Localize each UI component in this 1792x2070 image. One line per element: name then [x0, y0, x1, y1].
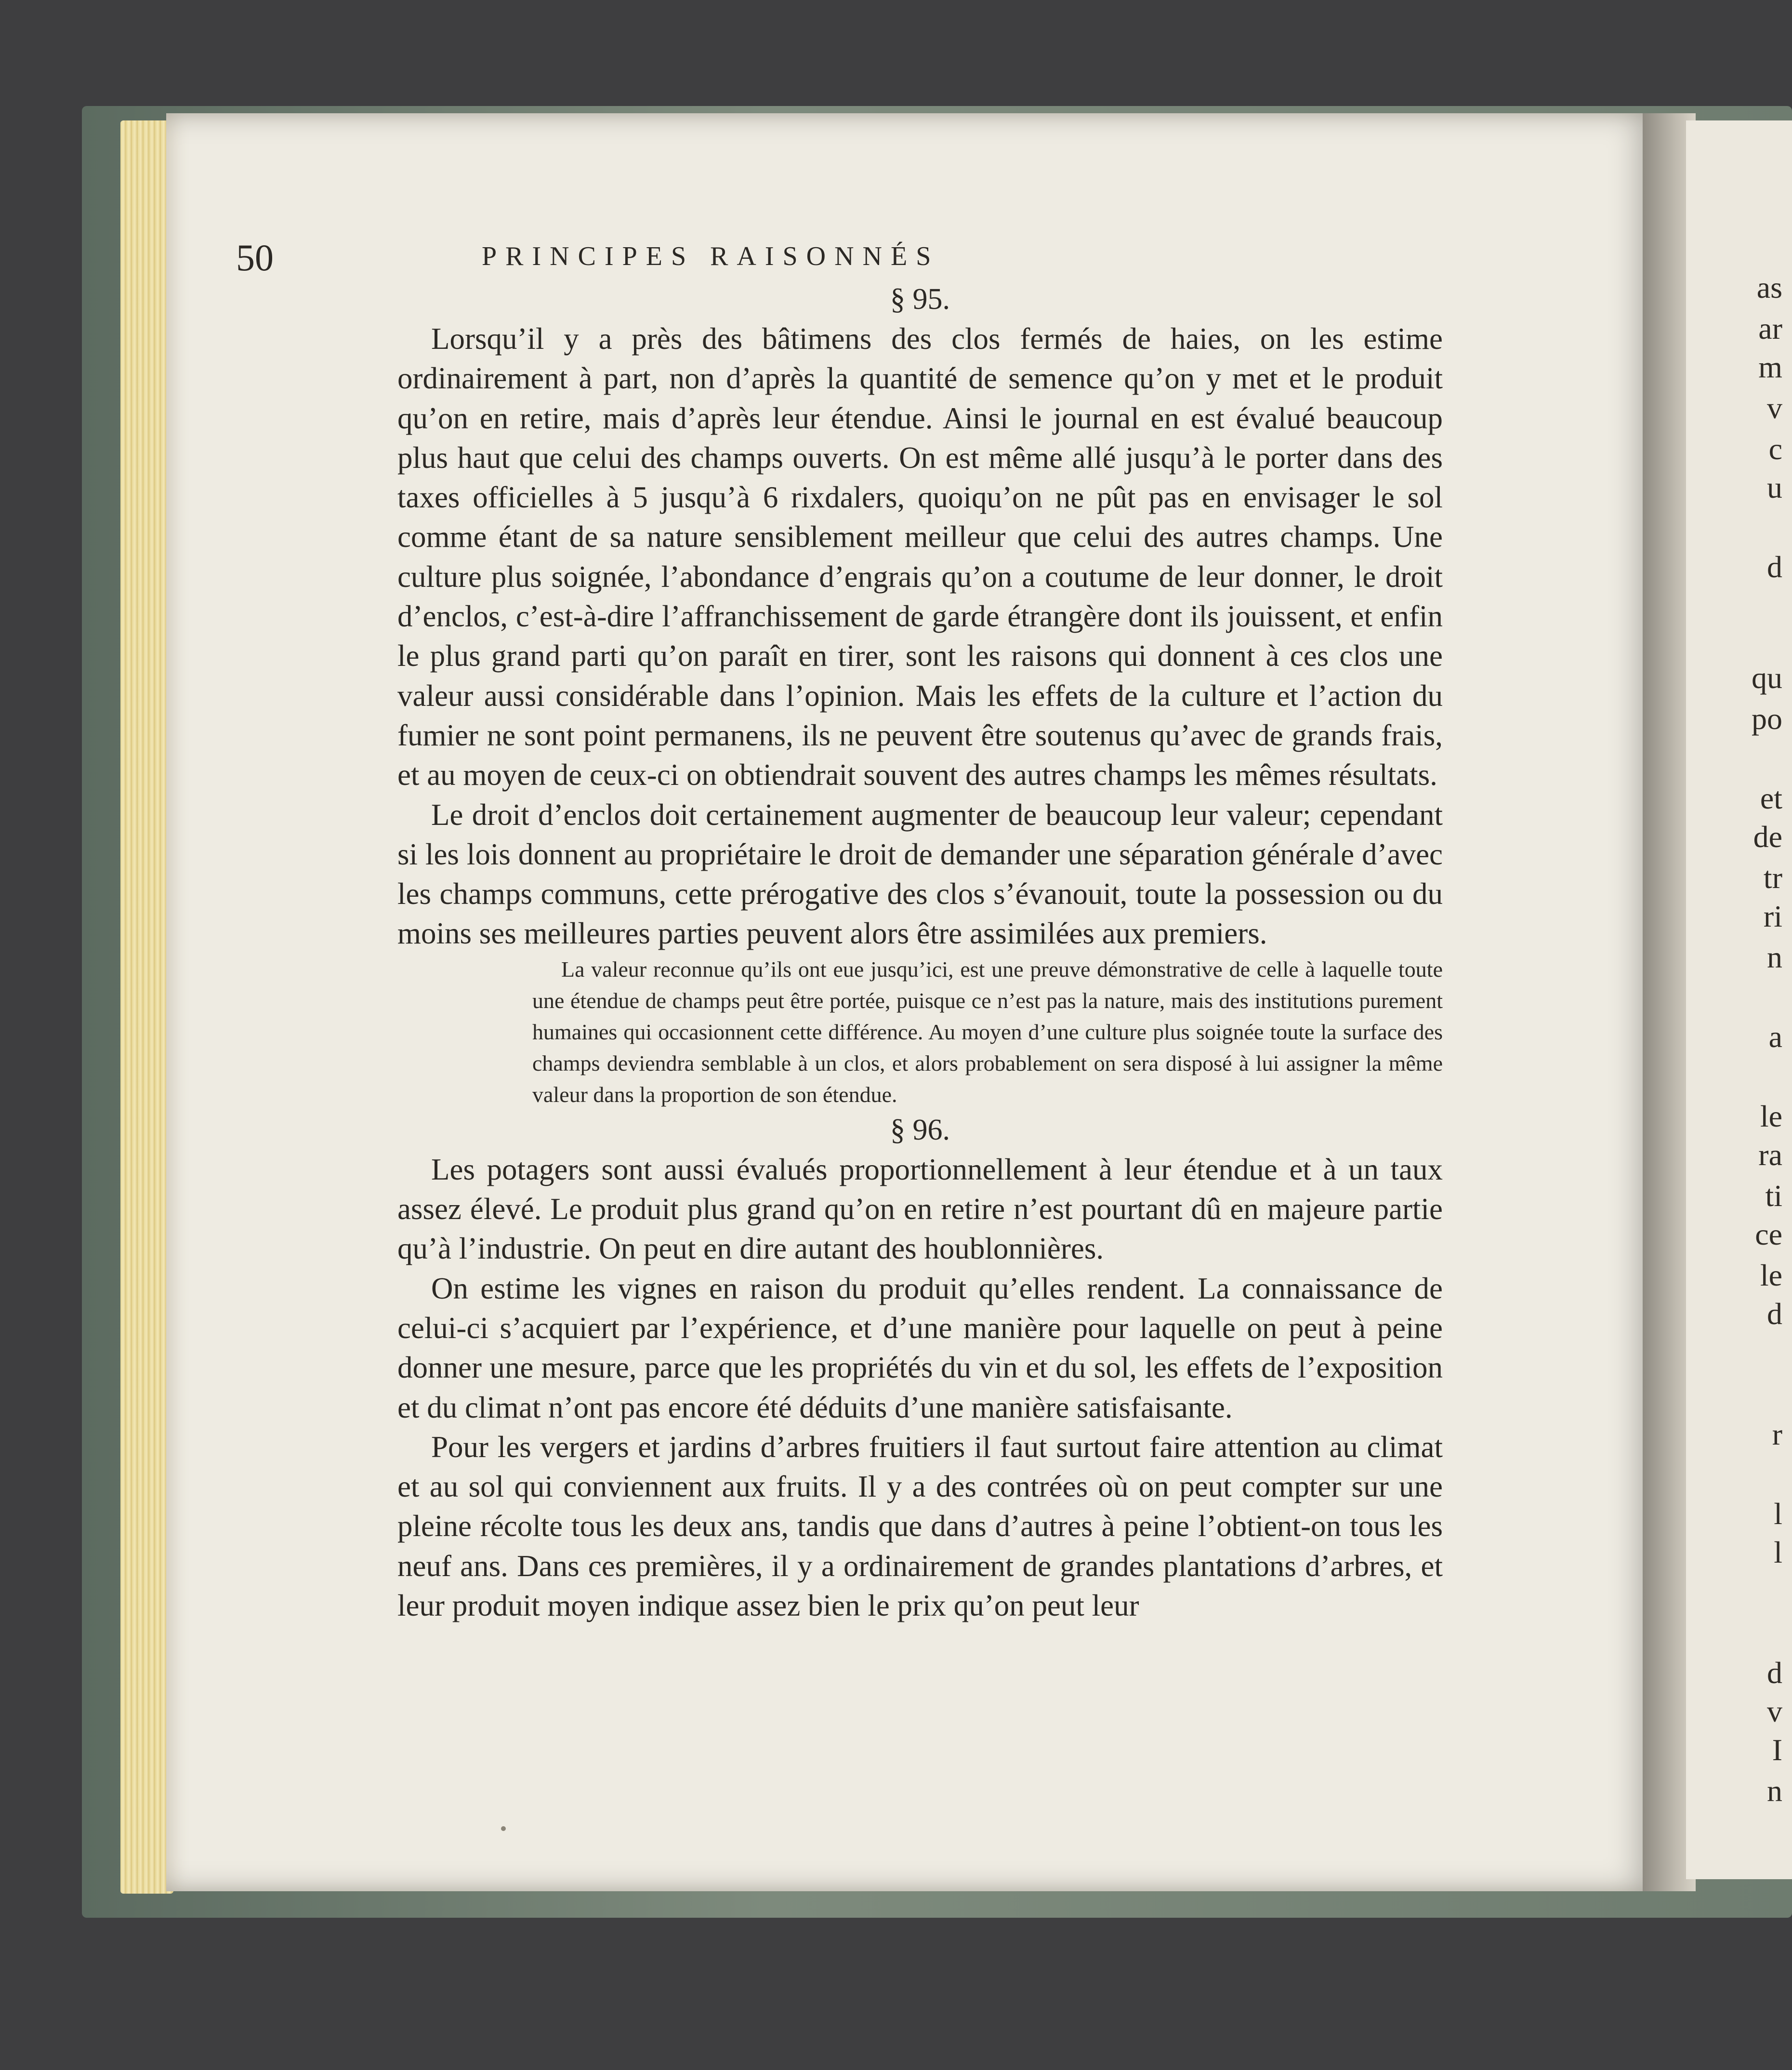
facing-page-fragment: v	[1767, 1694, 1782, 1728]
facing-page-fragment: d	[1767, 1656, 1782, 1690]
facing-page-fragment: d	[1767, 1297, 1782, 1331]
facing-page-fragment: u	[1767, 470, 1782, 504]
paragraph: Pour les vergers et jardins d’arbres fruitiers il faut surtout faire attention au climat et au sol qui conviennent aux fruits. Il y a des contrées où on peut compter sur une pleine récolte tous les deux ans, tandis que dans d’autres à peine l’obtient-on tous les neuf ans. Dans ces premières, il y a ordinairement de grandes plantations d’arbres, et leur produit moyen indique assez bien le prix qu’on peut leur	[397, 1430, 1443, 1623]
paragraph: Le droit d’enclos doit certainement augmenter de beaucoup leur valeur; cependant si les lois donnent au propriétaire le droit de demander une séparation générale d’avec les champs communs, cette prérogative des clos s’évanouit, toute la possession ou du moins ses meilleures parties peuvent alors être assimilées aux premiers.	[397, 797, 1443, 951]
facing-page-fragment: l	[1774, 1497, 1782, 1531]
facing-page-fragment: I	[1772, 1733, 1782, 1767]
facing-page-fragment: m	[1758, 350, 1782, 384]
facing-page-fragment: v	[1767, 391, 1782, 425]
facing-page-fragment: po	[1752, 702, 1782, 736]
facing-page-fragment: ce	[1755, 1217, 1782, 1251]
body-text	[397, 279, 1443, 1625]
facing-page-fragment: n	[1767, 1774, 1782, 1808]
right-page-fragment	[1686, 120, 1792, 1879]
facing-page-fragment: n	[1767, 940, 1782, 974]
ink-speck	[501, 1826, 506, 1831]
facing-page-fragment: l	[1774, 1535, 1782, 1569]
paragraph: Les potagers sont aussi évalués proportionnellement à leur étendue et à un taux assez élevé. Le produit plus grand qu’on en retire n’est pourtant dû en majeure partie qu’à l’industrie. On peut en dire autant des houblonnières.	[397, 1152, 1443, 1266]
facing-page-fragment: de	[1753, 820, 1782, 854]
facing-page-fragment: c	[1768, 432, 1782, 466]
page-edges	[120, 120, 173, 1894]
facing-page-fragment: d	[1767, 550, 1782, 584]
facing-page-fragment: as	[1756, 270, 1782, 305]
facing-page-fragment: qu	[1752, 661, 1782, 695]
section-mark-96: § 96.	[890, 1113, 950, 1146]
paragraph: On estime les vignes en raison du produit qu’elles rendent. La connaissance de celui-ci s’acquiert par l’expérience, et d’une manière pour laquelle on peut à peine donner une mesure, parce que les propriétés du vin et du sol, les effets de l’exposition et du climat n’ont pas encore été déduits d’une manière satisfaisante.	[397, 1271, 1443, 1424]
facing-page-fragment: et	[1760, 781, 1782, 815]
page-number: 50	[236, 237, 274, 279]
paragraph: Lorsqu’il y a près des bâtimens des clos fermés de haies, on les estime ordinairement à part, non d’après la quantité de semence qu’on y met et le produit qu’on en retire, mais d’après leur étendue. Ainsi le journal en est évalué beaucoup plus haut que celui des champs ouverts. On est même allé jusqu’à le porter dans des taxes officielles à 5 jusqu’à 6 rixdalers, quoiqu’on ne pût pas en envisager le sol comme étant de sa nature sensiblement meilleur que celui des autres champs. Une culture plus soignée, l’abondance d’engrais qu’on a coutume de leur donner, le droit d’enclos, c’est-à-dire l’affranchissement de garde étrangère dont ils jouissent, et enfin le plus grand parti qu’on paraît en tirer, sont les raisons qui donnent à ces clos une valeur aussi considérable dans l’opinion. Mais les effets de la culture et l’action du fumier ne sont point permanens, ils ne peuvent être soutenus qu’avec de grands frais, et au moyen de ceux-ci on obtiendrait souvent des autres champs les mêmes résultats.	[397, 322, 1443, 792]
page-header	[236, 236, 1440, 279]
facing-page-fragment: ar	[1758, 311, 1782, 345]
running-title: PRINCIPES RAISONNÉS	[482, 241, 940, 271]
facing-page-fragment: le	[1760, 1258, 1782, 1292]
section-mark-95: § 95.	[890, 283, 950, 316]
facing-page-fragment: tr	[1763, 861, 1782, 895]
footnote-paragraph: La valeur reconnue qu’ils ont eue jusqu’ici, est une preuve démonstrative de celle à laquelle toute une étendue de champs peut être portée, puisque ce n’est pas la nature, mais des institutions purement humaines qui occasionnent cette différence. Au moyen d’une culture plus soignée toute la surface des champs deviendra semblable à un clos, et alors probablement on sera disposé à lui assigner la même valeur dans la proportion de son étendue.	[532, 956, 1443, 1107]
facing-page-fragment: a	[1768, 1020, 1782, 1054]
facing-page-fragment: ra	[1758, 1138, 1782, 1172]
facing-page-fragment: le	[1760, 1099, 1782, 1133]
facing-page-fragment: ri	[1763, 899, 1782, 933]
facing-page-fragment: ti	[1765, 1179, 1782, 1213]
facing-page-fragment: r	[1772, 1417, 1782, 1451]
